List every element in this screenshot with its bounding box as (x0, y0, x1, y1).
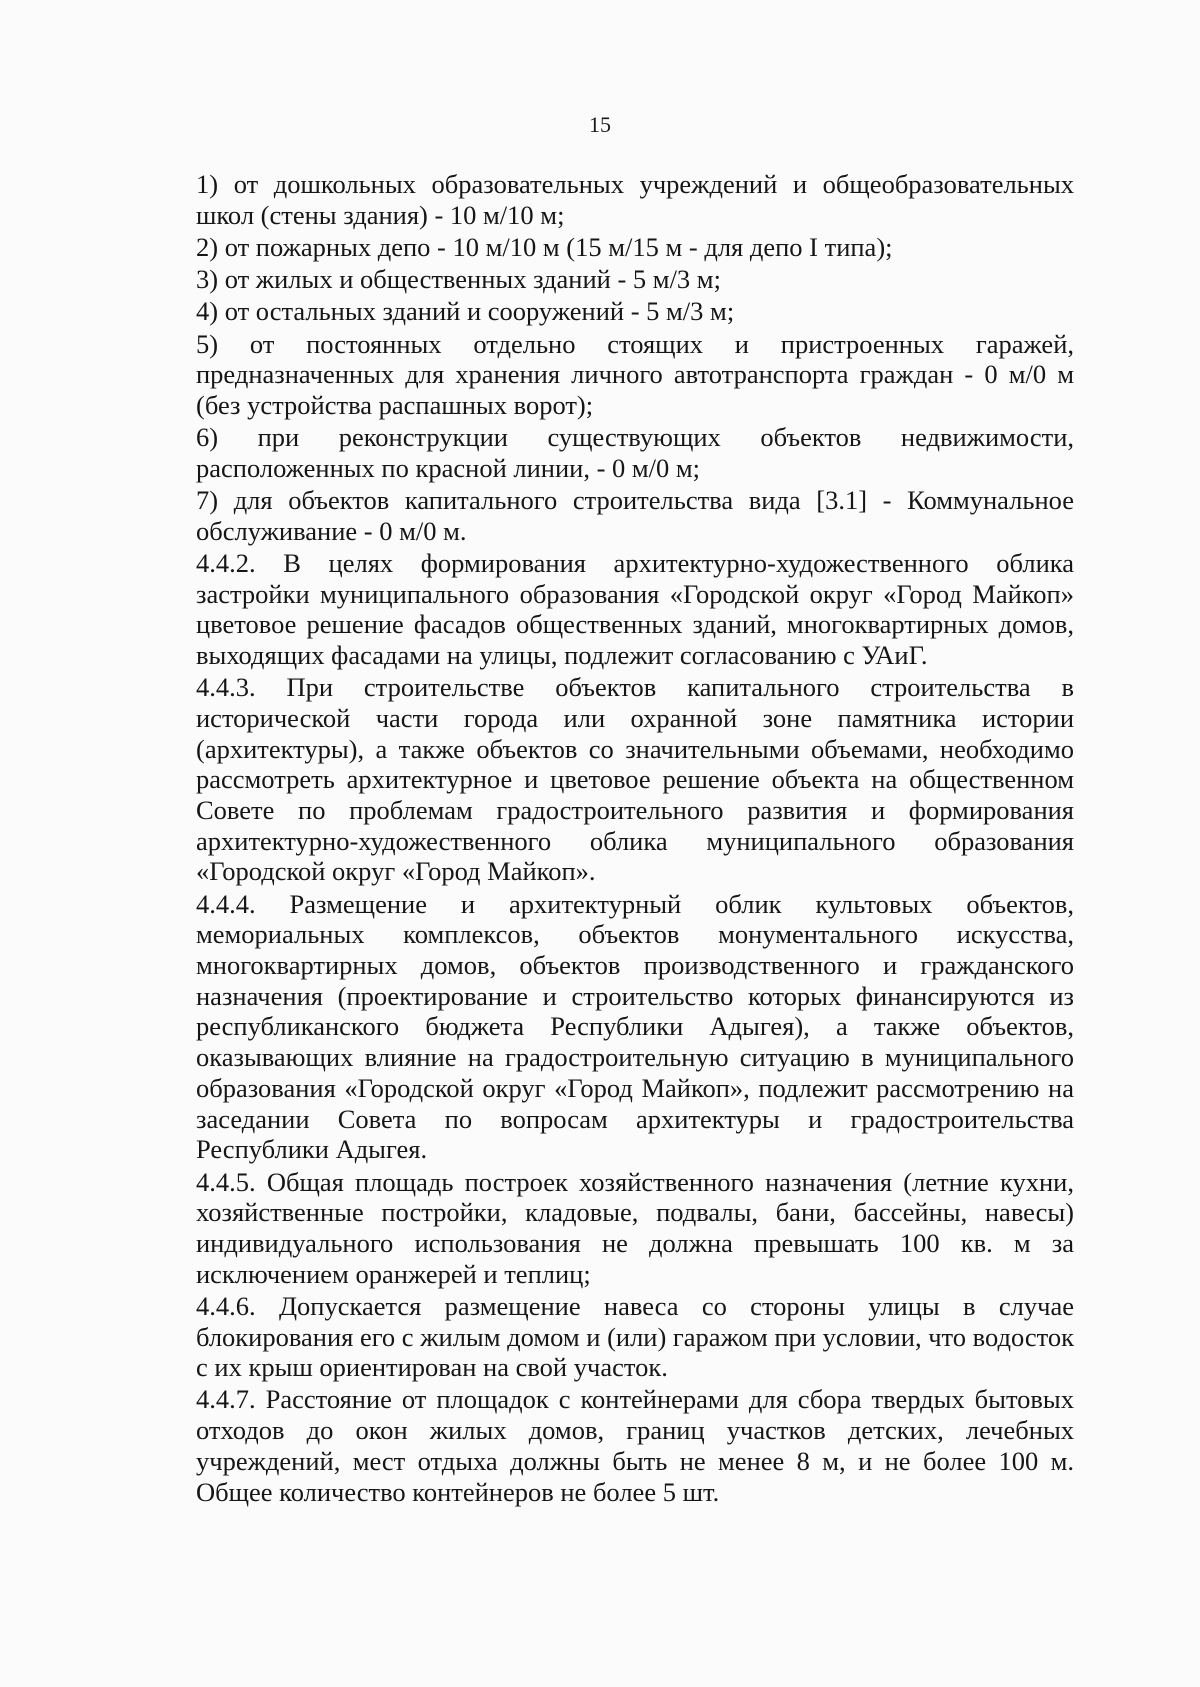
paragraph-item-5: 5) от постоянных отдельно стоящих и пристроенных гаражей, предназначенных для хранения личного автотранспорта граждан - 0 м/0 м (без устройства распашных ворот); (196, 328, 1074, 420)
paragraph-4-4-3: 4.4.3. При строительстве объектов капитального строительства в исторической части города или охранной зоне памятника истории (архитектуры), а также объектов со значительными объемами, необходимо рассмотреть архитектурное и цветовое решение объекта на общественном Совете по проблемам градостроительного развития и формирования архитектурно-художественного облика муниципального образования «Городской округ «Город Майкоп». (196, 672, 1074, 887)
paragraph-item-1: 1) от дошкольных образовательных учреждений и общеобразовательных школ (стены здания) - 10 м/10 м; (196, 169, 1074, 230)
paragraph-item-3: 3) от жилых и общественных зданий - 5 м/3 м; (196, 264, 721, 295)
paragraph-4-4-7: 4.4.7. Расстояние от площадок с контейнерами для сбора твердых бытовых отходов до окон жилых домов, границ участков детских, лечебных учреждений, мест отдыха должны быть не менее 8 м, и не более 100 м. Общее количество контейнеров не более 5 шт. (196, 1384, 1074, 1507)
paragraph-item-4: 4) от остальных зданий и сооружений - 5 м/3 м; (196, 296, 735, 327)
document-body (196, 169, 1074, 1509)
paragraph-4-4-2: 4.4.2. В целях формирования архитектурно-художественного облика застройки муниципального образования «Городской округ «Город Майкоп» цветовое решение фасадов общественных зданий, многоквартирных домов, выходящих фасадами на улицы, подлежит согласованию с УАиГ. (196, 547, 1074, 671)
page-number: 15 (589, 112, 611, 137)
paragraph-4-4-5: 4.4.5. Общая площадь построек хозяйственного назначения (летние кухни, хозяйственные постройки, кладовые, подвалы, бани, бассейны, навесы) индивидуального использования не должна превышать 100 кв. м за исключением оранжерей и теплиц; (196, 1166, 1074, 1289)
paragraph-4-4-4: 4.4.4. Размещение и архитектурный облик культовых объектов, мемориальных комплексов, объектов монументального искусства, многоквартирных домов, объектов производственного и гражданского назначения (проектирование и строительство которых финансируются из республиканского бюджета Республики Адыгея), а также объектов, оказывающих влияние на градостроительную ситуацию в муниципального образования «Городской округ «Город Майкоп», подлежит рассмотрению на заседании Совета по вопросам архитектуры и градостроительства Республики Адыгея. (196, 888, 1074, 1165)
paragraph-item-2: 2) от пожарных депо - 10 м/10 м (15 м/15 м - для депо I типа); (196, 231, 893, 262)
paragraph-4-4-6: 4.4.6. Допускается размещение навеса со стороны улицы в случае блокирования его с жилым домом и (или) гаражом при условии, что водосток с их крыш ориентирован на свой участок. (196, 1290, 1074, 1383)
paragraph-item-7: 7) для объектов капитального строительства вида [3.1] - Коммунальное обслуживание - 0 м/0 м. (196, 485, 1074, 546)
paragraph-item-6: 6) при реконструкции существующих объектов недвижимости, расположенных по красной линии, - 0 м/0 м; (196, 422, 1074, 483)
